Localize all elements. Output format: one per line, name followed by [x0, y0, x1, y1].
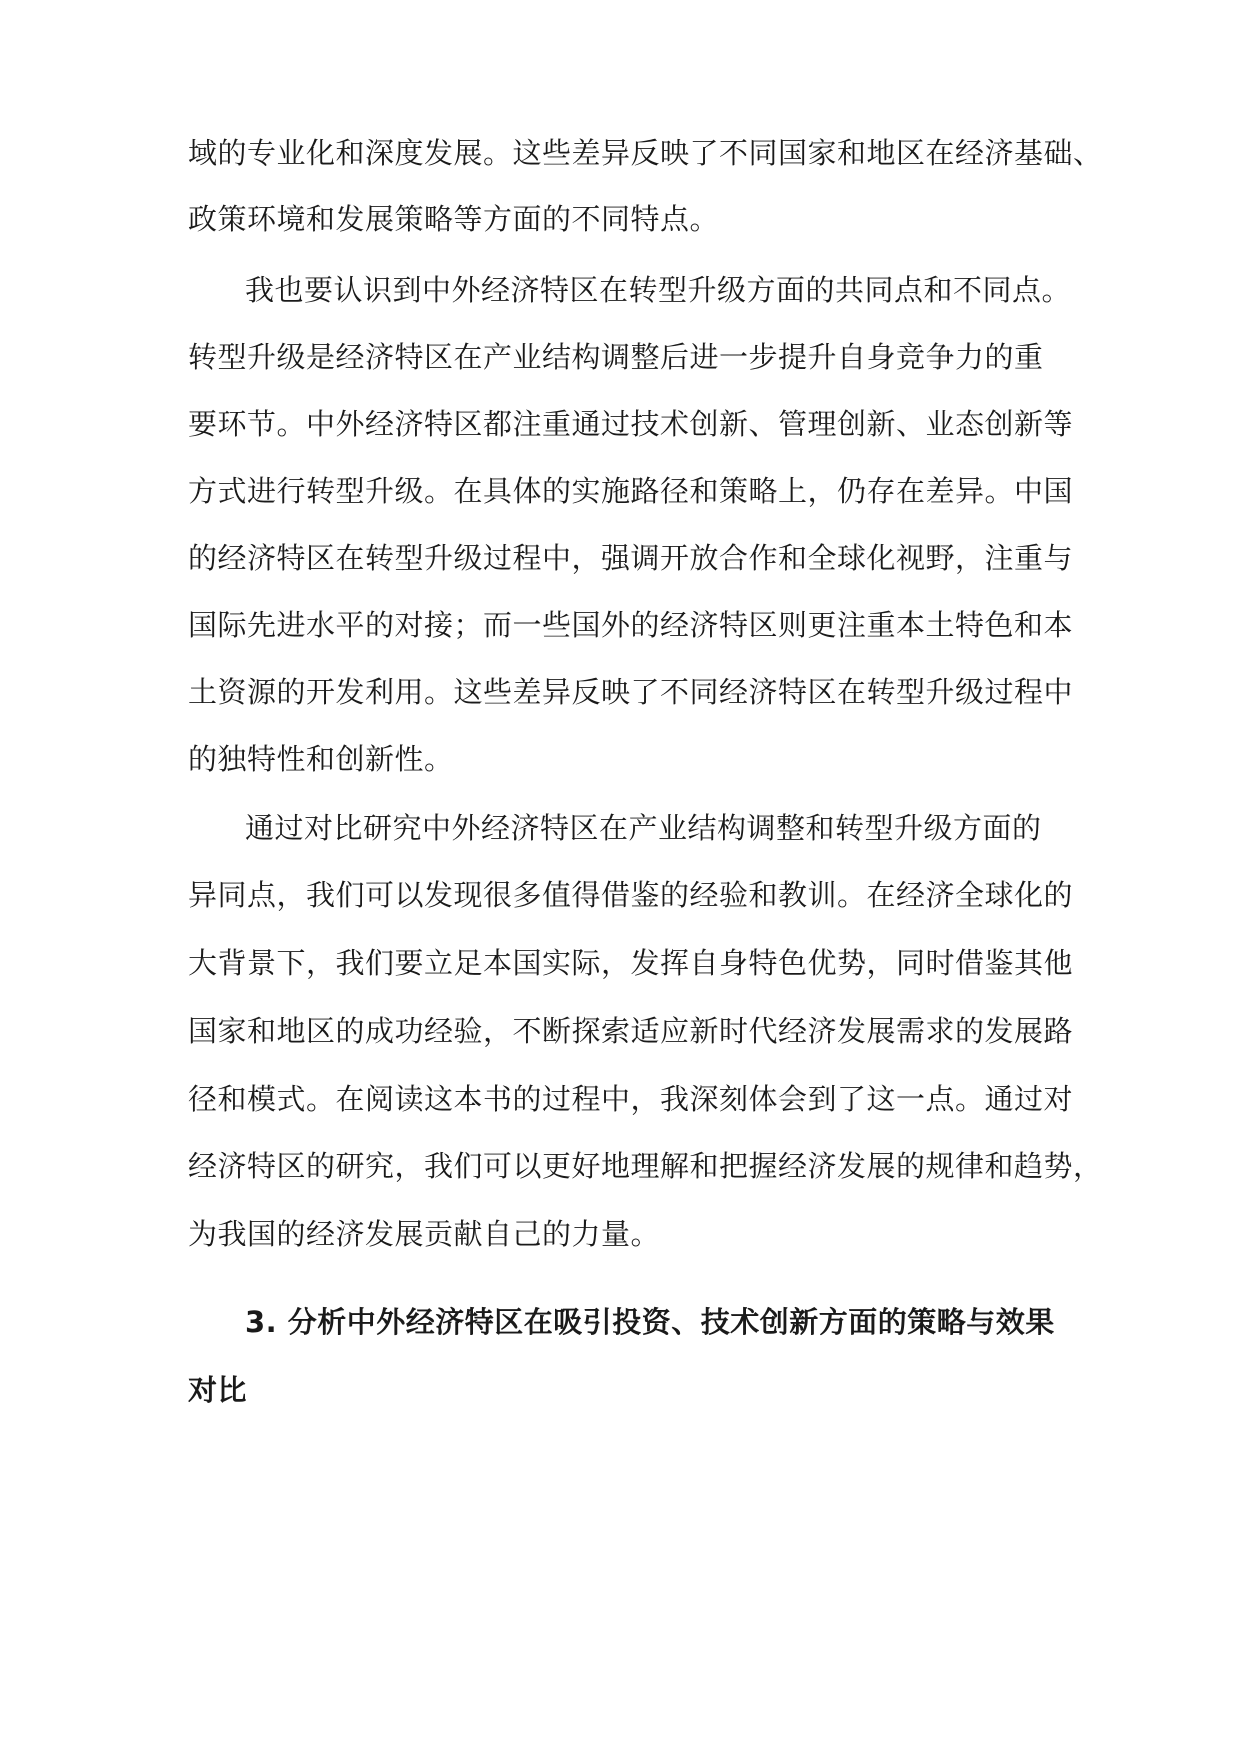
paragraph-3-line-1: 通过对比研究中外经济特区在产业结构调整和转型升级方面的: [245, 811, 1042, 845]
paragraph-1-line-2: 政策环境和发展策略等方面的不同特点。: [188, 202, 720, 236]
paragraph-2-line-3: 要环节。中外经济特区都注重通过技术创新、管理创新、业态创新等: [188, 407, 1074, 441]
paragraph-2-line-1: 我也要认识到中外经济特区在转型升级方面的共同点和不同点。: [245, 273, 1072, 307]
paragraph-2-line-4: 方式进行转型升级。在具体的实施路径和策略上，仍存在差异。中国: [188, 474, 1074, 508]
paragraph-2-line-2: 转型升级是经济特区在产业结构调整后进一步提升自身竞争力的重: [188, 340, 1044, 374]
section-heading-line-2: 对比: [188, 1373, 248, 1407]
paragraph-2-line-6: 国际先进水平的对接；而一些国外的经济特区则更注重本土特色和本: [188, 608, 1074, 642]
paragraph-2-line-7: 土资源的开发利用。这些差异反映了不同经济特区在转型升级过程中: [188, 675, 1074, 709]
paragraph-3-line-4: 国家和地区的成功经验，不断探索适应新时代经济发展需求的发展路: [188, 1014, 1074, 1048]
paragraph-1-line-1: 域的专业化和深度发展。这些差异反映了不同国家和地区在经济基础、: [188, 136, 1103, 170]
paragraph-3-line-2: 异同点，我们可以发现很多值得借鉴的经验和教训。在经济全球化的: [188, 878, 1074, 912]
paragraph-3-line-7: 为我国的经济发展贡献自己的力量。: [188, 1217, 661, 1251]
paragraph-3-line-3: 大背景下，我们要立足本国实际，发挥自身特色优势，同时借鉴其他: [188, 946, 1074, 980]
paragraph-3-line-6: 经济特区的研究，我们可以更好地理解和把握经济发展的规律和趋势，: [188, 1149, 1103, 1183]
paragraph-2-line-8: 的独特性和创新性。: [188, 742, 454, 776]
paragraph-3-line-5: 径和模式。在阅读这本书的过程中，我深刻体会到了这一点。通过对: [188, 1082, 1074, 1116]
section-heading-line-1: 3. 分析中外经济特区在吸引投资、技术创新方面的策略与效果: [245, 1305, 1055, 1339]
paragraph-2-line-5: 的经济特区在转型升级过程中，强调开放合作和全球化视野，注重与: [188, 541, 1074, 575]
